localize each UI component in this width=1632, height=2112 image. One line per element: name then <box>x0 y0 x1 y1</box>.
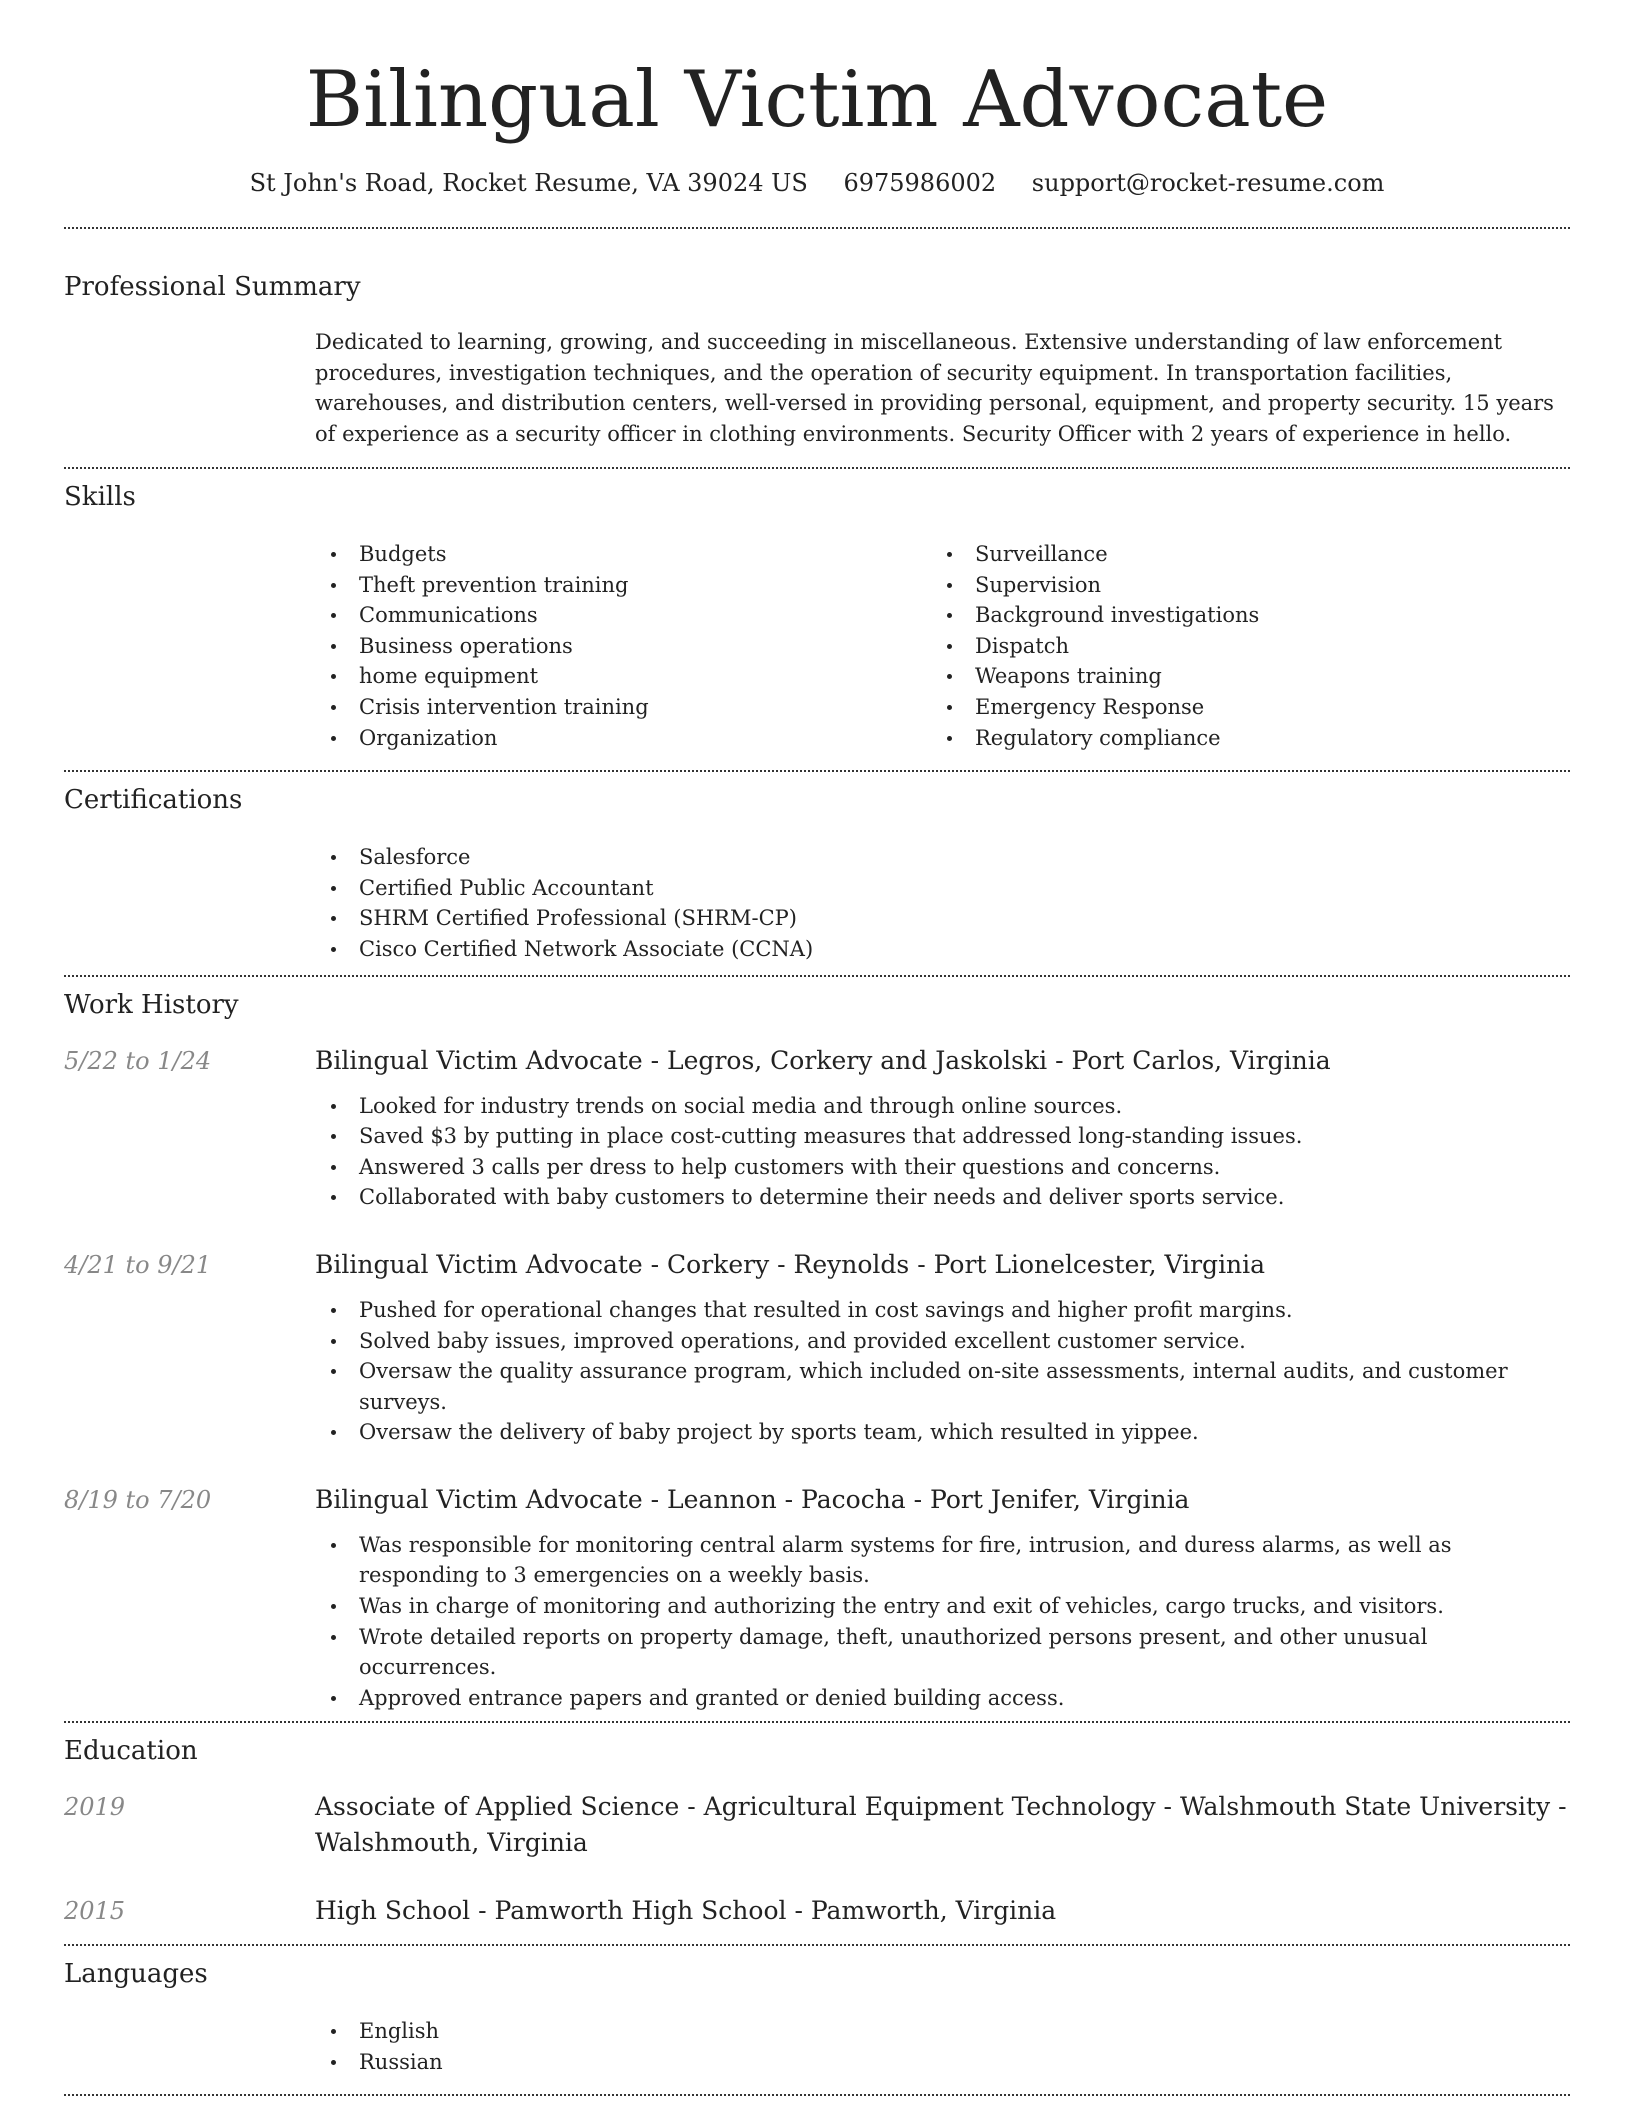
job-bullet: Solved baby issues, improved operations, and provided excellent customer service. <box>315 1326 1570 1357</box>
section-title-education: Education <box>64 1736 198 1767</box>
skill-item: Business operations <box>315 631 931 662</box>
languages-list <box>315 2016 1570 2077</box>
skills-list <box>315 539 1570 753</box>
skill-item: Organization <box>315 723 931 754</box>
skill-item: Background investigations <box>931 600 1547 631</box>
section-divider <box>64 1944 1570 1946</box>
skill-item: Budgets <box>315 539 931 570</box>
section-title-languages: Languages <box>64 1959 208 1990</box>
certification-item: Salesforce <box>315 842 1570 873</box>
certifications-list <box>315 842 1570 964</box>
section-divider <box>64 975 1570 977</box>
section-title-certifications: Certifications <box>64 785 243 816</box>
skill-item: Emergency Response <box>931 692 1547 723</box>
contact-email[interactable]: support@rocket-resume.com <box>1031 169 1385 197</box>
job-heading: Bilingual Victim Advocate - Leannon - Pacocha - Port Jenifer, Virginia <box>315 1484 1190 1514</box>
education-heading: High School - Pamworth High School - Pamworth, Virginia <box>315 1896 1057 1926</box>
section-divider <box>64 770 1570 772</box>
job-dates: 4/21 to 9/21 <box>64 1250 212 1279</box>
skill-item: Dispatch <box>931 631 1547 662</box>
job-heading: Bilingual Victim Advocate - Corkery - Reynolds - Port Lionelcester, Virginia <box>315 1249 1266 1279</box>
job-bullet: Oversaw the quality assurance program, which included on-site assessments, internal audits, and customer surveys. <box>315 1356 1570 1417</box>
section-title-work-history: Work History <box>64 989 239 1020</box>
job-entry <box>64 1247 1570 1448</box>
job-bullet: Approved entrance papers and granted or denied building access. <box>315 1683 1570 1714</box>
job-bullet: Was responsible for monitoring central alarm systems for fire, intrusion, and duress alarms, as well as responding to 3 emergencies on a weekly basis. <box>315 1530 1570 1591</box>
certification-item: Cisco Certified Network Associate (CCNA) <box>315 934 1570 965</box>
contact-line <box>64 168 1570 198</box>
section-title-summary: Professional Summary <box>64 272 361 302</box>
section-divider <box>64 2094 1570 2096</box>
section-divider <box>64 227 1570 229</box>
job-bullets <box>315 1091 1570 1213</box>
section-title-skills: Skills <box>64 482 136 512</box>
education-entry <box>64 1789 1570 1861</box>
candidate-name: Bilingual Victim Advocate <box>305 55 1329 145</box>
education-heading: Associate of Applied Science - Agricultural Equipment Technology - Walshmouth State University - Walshmouth, Virginia <box>315 1792 1567 1858</box>
education-year: 2019 <box>64 1793 126 1822</box>
skill-item: home equipment <box>315 661 931 692</box>
language-item: Russian <box>315 2047 1570 2078</box>
job-heading: Bilingual Victim Advocate - Legros, Corkery and Jaskolski - Port Carlos, Virginia <box>315 1045 1331 1075</box>
language-item: English <box>315 2016 1570 2047</box>
section-divider <box>64 1721 1570 1723</box>
job-bullet: Saved $3 by putting in place cost-cutting measures that addressed long-standing issues. <box>315 1121 1570 1152</box>
skill-item: Regulatory compliance <box>931 723 1547 754</box>
skill-item: Theft prevention training <box>315 570 931 601</box>
job-bullet: Collaborated with baby customers to determine their needs and deliver sports service. <box>315 1182 1570 1213</box>
certification-item: Certified Public Accountant <box>315 873 1570 904</box>
job-bullet: Was in charge of monitoring and authorizing the entry and exit of vehicles, cargo trucks, and visitors. <box>315 1591 1570 1622</box>
certification-item: SHRM Certified Professional (SHRM-CP) <box>315 903 1570 934</box>
contact-phone: 6975986002 <box>843 169 997 197</box>
summary-text: Dedicated to learning, growing, and succeeding in miscellaneous. Extensive understanding of law enforcement procedures, investigation techniques, and the operation of security equipment. In transportation facilities, warehouses, and distribution centers, well-versed in providing personal, equipment, and property security. 15 years of experience as a security officer in clothing environments. Security Officer with 2 years of experience in hello. <box>315 330 1554 446</box>
section-divider <box>64 467 1570 469</box>
skill-item: Communications <box>315 600 931 631</box>
job-entry <box>64 1482 1570 1714</box>
job-bullet: Looked for industry trends on social media and through online sources. <box>315 1091 1570 1122</box>
skills-column-left <box>315 539 931 753</box>
job-bullets <box>315 1530 1570 1714</box>
job-bullet: Pushed for operational changes that resulted in cost savings and higher profit margins. <box>315 1295 1570 1326</box>
job-bullet: Wrote detailed reports on property damage, theft, unauthorized persons present, and other unusual occurrences. <box>315 1622 1570 1683</box>
skill-item: Crisis intervention training <box>315 692 931 723</box>
resume-page <box>64 0 1570 2096</box>
skill-item: Weapons training <box>931 661 1547 692</box>
job-dates: 5/22 to 1/24 <box>64 1046 212 1075</box>
job-bullets <box>315 1295 1570 1448</box>
education-year: 2015 <box>64 1897 126 1926</box>
skill-item: Supervision <box>931 570 1547 601</box>
job-bullet: Oversaw the delivery of baby project by sports team, which resulted in yippee. <box>315 1417 1570 1448</box>
skill-item: Surveillance <box>931 539 1547 570</box>
job-dates: 8/19 to 7/20 <box>64 1485 212 1514</box>
job-bullet: Answered 3 calls per dress to help customers with their questions and concerns. <box>315 1152 1570 1183</box>
education-entry <box>64 1893 1570 1929</box>
skills-column-right <box>931 539 1547 753</box>
contact-address: St John's Road, Rocket Resume, VA 39024 US <box>249 169 808 197</box>
job-entry <box>64 1043 1570 1213</box>
